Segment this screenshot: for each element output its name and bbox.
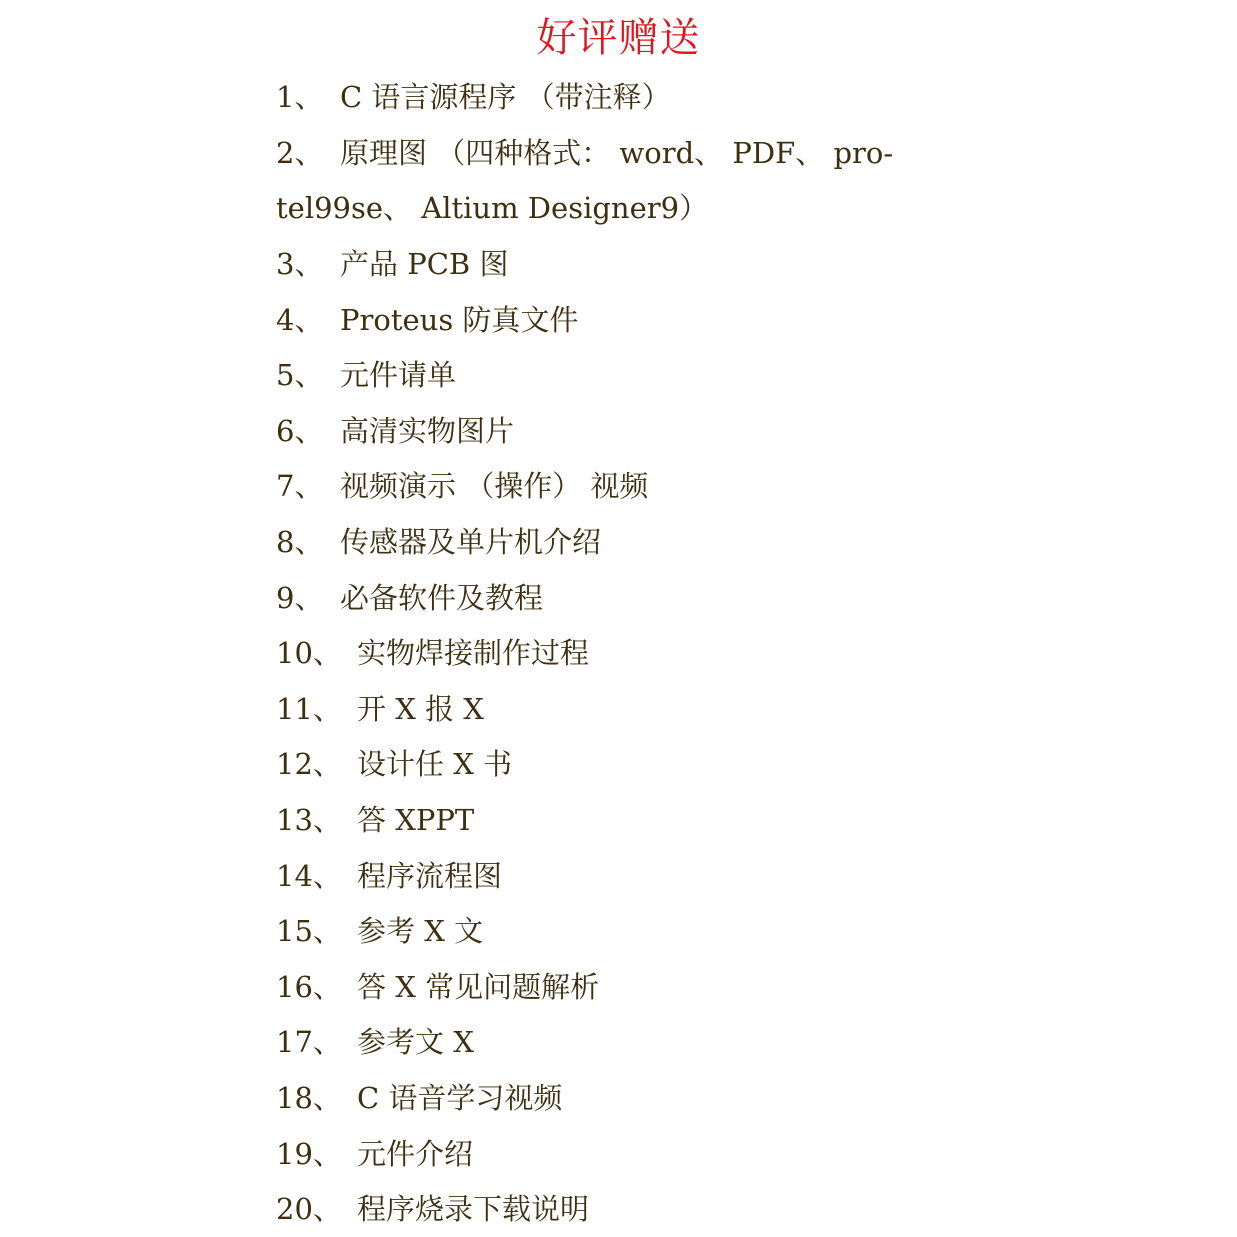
item-number: 1、 xyxy=(276,80,324,115)
item-number: 18、 xyxy=(276,1080,342,1115)
list-item xyxy=(276,568,1036,624)
item-text-continuation: tel99se、 Altium Designer9） xyxy=(276,191,709,226)
item-number: 14、 xyxy=(276,858,342,893)
list-item xyxy=(276,124,1036,180)
item-text: 参考 X 文 xyxy=(357,914,484,949)
item-text: 元件介绍 xyxy=(357,1136,474,1171)
list-item xyxy=(276,902,1036,958)
item-number: 20、 xyxy=(276,1192,342,1227)
list-item xyxy=(276,846,1036,902)
list-item xyxy=(276,513,1036,569)
item-number: 9、 xyxy=(276,580,324,615)
item-number: 10、 xyxy=(276,636,342,671)
item-text: C 语音学习视频 xyxy=(357,1080,563,1115)
item-number: 11、 xyxy=(276,691,342,726)
item-text: 视频演示 （操作） 视频 xyxy=(340,469,649,504)
list-item xyxy=(276,290,1036,346)
page-title: 好评赠送 xyxy=(536,15,701,61)
item-text: 原理图 （四种格式： word、 PDF、 pro- xyxy=(340,135,894,170)
item-text: Proteus 防真文件 xyxy=(340,302,579,337)
item-text: 开 X 报 X xyxy=(357,691,484,726)
item-number: 8、 xyxy=(276,525,324,560)
list-item xyxy=(276,402,1036,458)
item-number: 4、 xyxy=(276,302,324,337)
item-text: 高清实物图片 xyxy=(340,413,515,448)
item-text: 传感器及单片机介绍 xyxy=(340,525,602,560)
list-item xyxy=(276,346,1036,402)
list-item xyxy=(276,735,1036,791)
list-item xyxy=(276,457,1036,513)
item-number: 6、 xyxy=(276,413,324,448)
list-item xyxy=(276,958,1036,1014)
item-text: 必备软件及教程 xyxy=(340,580,544,615)
item-text: 实物焊接制作过程 xyxy=(357,636,590,671)
gift-list xyxy=(276,68,1036,1235)
item-number: 12、 xyxy=(276,747,342,782)
item-text: 参考文 X xyxy=(357,1025,474,1060)
list-item xyxy=(276,1180,1036,1236)
list-item xyxy=(276,680,1036,736)
item-number: 19、 xyxy=(276,1136,342,1171)
item-number: 2、 xyxy=(276,135,324,170)
item-number: 3、 xyxy=(276,247,324,282)
item-text: 答 XPPT xyxy=(357,803,475,838)
item-number: 13、 xyxy=(276,803,342,838)
list-item xyxy=(276,235,1036,291)
list-item xyxy=(276,791,1036,847)
item-number: 16、 xyxy=(276,969,342,1004)
item-number: 5、 xyxy=(276,358,324,393)
item-number: 15、 xyxy=(276,914,342,949)
item-number: 7、 xyxy=(276,469,324,504)
item-number: 17、 xyxy=(276,1025,342,1060)
item-text: 产品 PCB 图 xyxy=(340,247,509,282)
list-item xyxy=(276,1013,1036,1069)
item-text: C 语言源程序 （带注释） xyxy=(340,80,671,115)
list-item xyxy=(276,68,1036,124)
list-item xyxy=(276,1124,1036,1180)
item-text: 元件请单 xyxy=(340,358,457,393)
list-item-continuation xyxy=(276,179,1036,235)
item-text: 程序流程图 xyxy=(357,858,503,893)
item-text: 设计任 X 书 xyxy=(357,747,513,782)
item-text: 答 X 常见问题解析 xyxy=(357,969,600,1004)
item-text: 程序烧录下载说明 xyxy=(357,1192,590,1227)
list-item xyxy=(276,1069,1036,1125)
list-item xyxy=(276,624,1036,680)
